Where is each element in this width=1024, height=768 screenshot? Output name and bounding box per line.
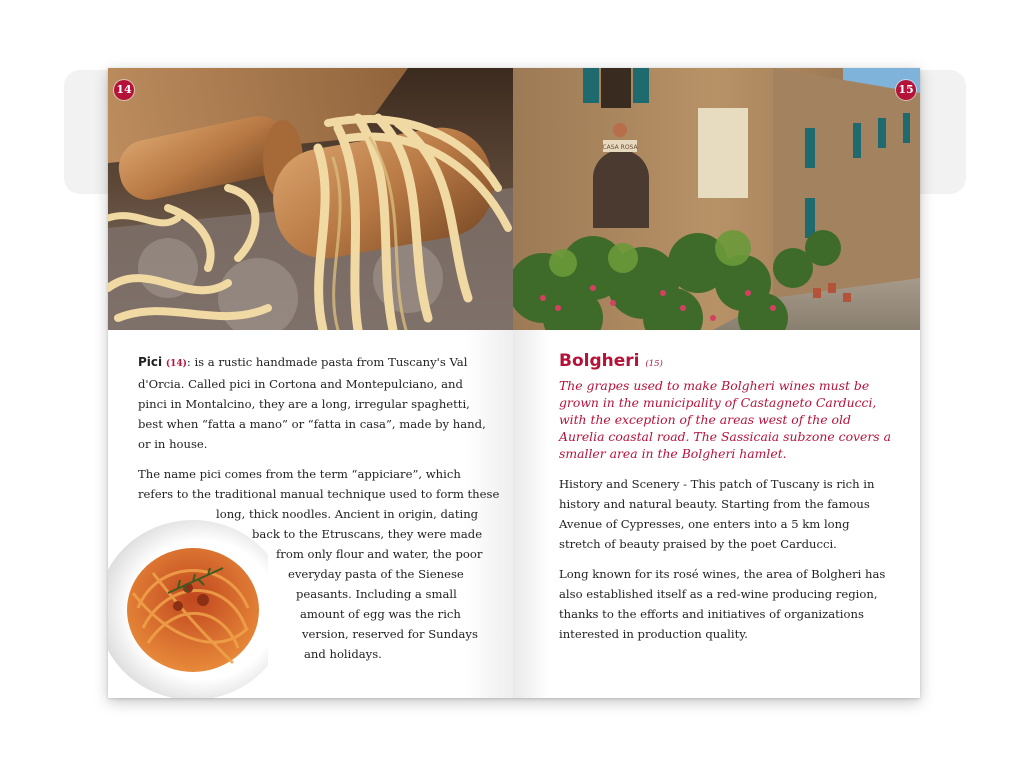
page-number-right: 15 <box>896 80 916 100</box>
pici-paragraph-1-text: : is a rustic handmade pasta from Tuscany's Val d'Orcia. Called pici in Cortona and Montepulciano, and pinci in Montalcino, they are a long, irregular spaghetti, best when “fatta a mano” or “fatta in casa”, made by hand, or in house. <box>138 355 486 451</box>
pici-ref: (14) <box>165 359 187 369</box>
door-sign: CASA ROSA <box>602 144 638 151</box>
pici-line: version, reserved for Sundays <box>302 627 478 641</box>
bolgheri-photo-illustration <box>513 68 920 330</box>
open-booklet <box>108 68 920 698</box>
bolgheri-title <box>559 350 894 375</box>
bolgheri-paragraph-2: Long known for its rosé wines, the area of Bolgheri has also established itself as a red-wine producing region, thanks to the efforts and initiatives of organizations interested in production quality. <box>559 567 886 641</box>
left-page <box>108 68 513 698</box>
pici-pasta-photo <box>108 68 513 330</box>
pici-line: peasants. Including a small <box>296 587 457 601</box>
pici-line: long, thick noodles. Ancient in origin, dating <box>216 507 479 521</box>
pici-photo-illustration <box>108 68 513 330</box>
pici-line: everyday pasta of the Sienese <box>288 567 464 581</box>
bolgheri-article <box>559 350 894 654</box>
pici-line: and holidays. <box>304 647 382 661</box>
pici-line: The name pici comes from the term “appiciare”, which <box>138 467 461 481</box>
bolgheri-street-photo <box>513 68 920 330</box>
pici-line: refers to the traditional manual technique used to form these <box>138 487 500 501</box>
pici-line: from only flour and water, the poor <box>276 547 483 561</box>
pici-line: back to the Etruscans, they were made <box>252 527 483 541</box>
bolgheri-paragraph-1: History and Scenery - This patch of Tuscany is rich in history and natural beauty. Starting from the famous Avenue of Cypresses, one enters into a 5 km long stretch of beauty praised by the poet Carducci. <box>559 477 875 551</box>
pici-line: amount of egg was the rich <box>300 607 461 621</box>
bolgheri-title-text: Bolgheri <box>559 351 640 371</box>
bolgheri-intro: The grapes used to make Bolgheri wines must be grown in the municipality of Castagneto Carducci, with the exception of the areas west of the old Aurelia coastal road. The Sassicaia subzone covers a smaller area in the Bolgheri hamlet. <box>559 378 891 461</box>
pici-paragraph-1 <box>138 352 490 454</box>
right-page <box>513 68 920 698</box>
spaghetti-plate-image <box>108 518 268 698</box>
page-number-left: 14 <box>114 80 134 100</box>
bolgheri-ref: (15) <box>645 359 663 369</box>
pici-term: Pici <box>138 355 163 369</box>
